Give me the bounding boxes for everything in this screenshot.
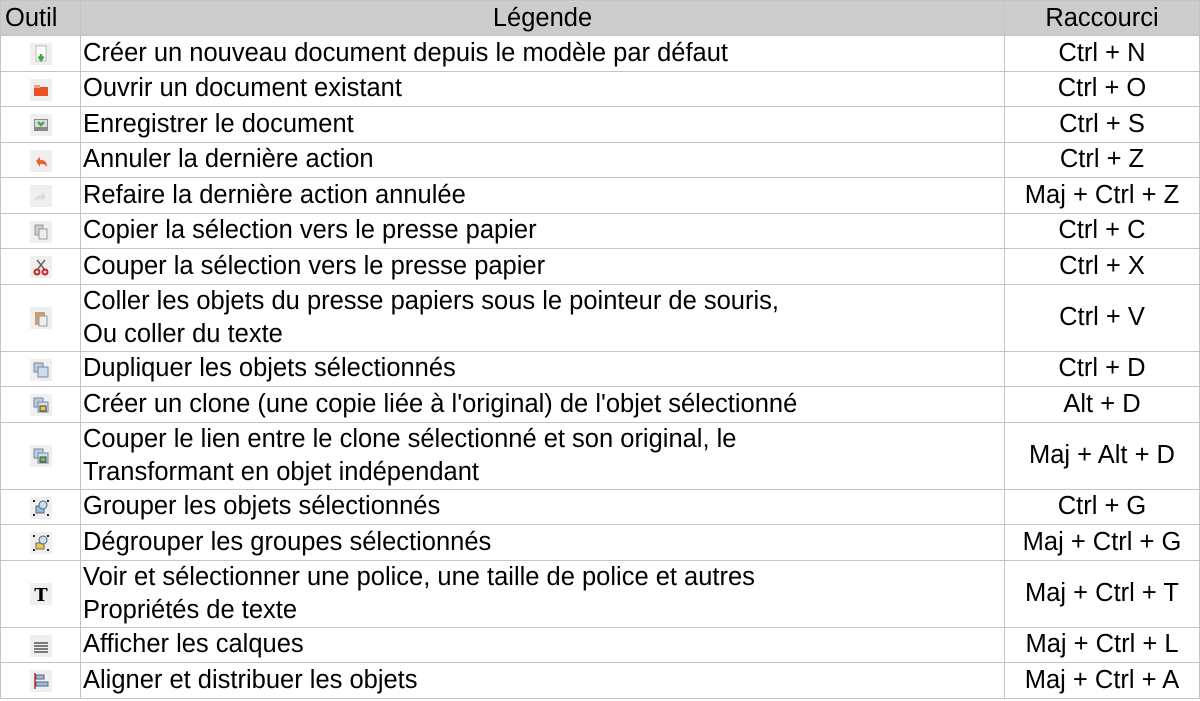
clone-icon [30, 394, 52, 416]
table-row [1, 213, 1200, 249]
tool-cell [1, 525, 81, 561]
shortcut-cell: Alt + D [1005, 387, 1200, 423]
legend-cell [81, 284, 1005, 351]
legend-line: Afficher les calques [83, 630, 304, 659]
legend-line: Dégrouper les groupes sélectionnés [83, 527, 492, 556]
ungroup-icon [30, 532, 52, 554]
legend-line: Refaire la dernière action annulée [83, 180, 466, 209]
table-row [1, 560, 1200, 627]
table-row [1, 284, 1200, 351]
save-icon [30, 114, 52, 136]
cut-icon [30, 256, 52, 278]
legend-cell [81, 213, 1005, 249]
header-legend: Légende [81, 1, 1005, 36]
shortcut-cell: Maj + Ctrl + G [1005, 525, 1200, 561]
legend-cell [81, 560, 1005, 627]
table-row [1, 627, 1200, 663]
tool-cell [1, 107, 81, 143]
legend-line: Propriétés de texte [83, 595, 298, 624]
legend-line: Couper le lien entre le clone sélectionné et son original, le [83, 424, 737, 453]
text-font-icon [30, 583, 52, 605]
duplicate-icon [30, 359, 52, 381]
tool-cell [1, 249, 81, 285]
table-row [1, 249, 1200, 285]
tool-cell [1, 142, 81, 178]
legend-line: Enregistrer le document [83, 109, 354, 138]
tool-cell [1, 351, 81, 387]
shortcut-cell: Ctrl + D [1005, 351, 1200, 387]
legend-cell [81, 627, 1005, 663]
tool-cell [1, 36, 81, 72]
legend-line: Voir et sélectionner une police, une taille de police et autres [83, 562, 755, 591]
legend-line: Créer un clone (une copie liée à l'original) de l'objet sélectionné [83, 389, 798, 418]
legend-cell [81, 142, 1005, 178]
table-row [1, 71, 1200, 107]
header-row [1, 1, 1200, 36]
table-row [1, 525, 1200, 561]
header-shortcut: Raccourci [1005, 1, 1200, 36]
open-folder-icon [30, 79, 52, 101]
tool-cell [1, 71, 81, 107]
table-row [1, 387, 1200, 423]
new-document-icon [30, 43, 52, 65]
table-row [1, 36, 1200, 72]
legend-cell [81, 422, 1005, 489]
shortcut-cell: Ctrl + S [1005, 107, 1200, 143]
tool-cell [1, 489, 81, 525]
legend-cell [81, 107, 1005, 143]
shortcut-cell: Ctrl + Z [1005, 142, 1200, 178]
copy-icon [30, 221, 52, 243]
table-row [1, 489, 1200, 525]
legend-line: Couper la sélection vers le presse papier [83, 251, 546, 280]
table-row [1, 142, 1200, 178]
legend-line: Transformant en objet indépendant [83, 457, 479, 486]
legend-cell [81, 36, 1005, 72]
legend-cell [81, 249, 1005, 285]
shortcut-cell: Ctrl + C [1005, 213, 1200, 249]
shortcut-cell: Maj + Ctrl + L [1005, 627, 1200, 663]
header-tool: Outil [1, 1, 81, 36]
tool-cell [1, 663, 81, 699]
legend-line: Ouvrir un document existant [83, 74, 402, 103]
legend-line: Annuler la dernière action [83, 145, 374, 174]
shortcut-cell: Maj + Ctrl + Z [1005, 178, 1200, 214]
legend-cell [81, 178, 1005, 214]
tool-cell [1, 284, 81, 351]
legend-cell [81, 387, 1005, 423]
legend-cell [81, 525, 1005, 561]
legend-line: Copier la sélection vers le presse papier [83, 216, 537, 245]
table-row [1, 663, 1200, 699]
tool-cell [1, 560, 81, 627]
undo-icon [30, 150, 52, 172]
paste-icon [30, 307, 52, 329]
tool-cell [1, 387, 81, 423]
legend-line: Ou coller du texte [83, 319, 283, 348]
shortcut-cell: Maj + Ctrl + A [1005, 663, 1200, 699]
shortcut-cell: Maj + Alt + D [1005, 422, 1200, 489]
shortcut-cell: Ctrl + V [1005, 284, 1200, 351]
svg-text:T: T [33, 585, 48, 606]
legend-line: Aligner et distribuer les objets [83, 665, 418, 694]
legend-line: Créer un nouveau document depuis le modèle par défaut [83, 38, 729, 67]
table-row [1, 351, 1200, 387]
legend-line: Dupliquer les objets sélectionnés [83, 354, 456, 383]
group-icon [30, 497, 52, 519]
shortcut-cell: Ctrl + N [1005, 36, 1200, 72]
unlink-clone-icon [30, 445, 52, 467]
table-row [1, 107, 1200, 143]
shortcut-cell: Ctrl + O [1005, 71, 1200, 107]
table-row [1, 422, 1200, 489]
legend-line: Grouper les objets sélectionnés [83, 492, 441, 521]
legend-cell [81, 351, 1005, 387]
legend-cell [81, 663, 1005, 699]
tool-cell [1, 213, 81, 249]
shortcut-cell: Ctrl + X [1005, 249, 1200, 285]
legend-cell [81, 71, 1005, 107]
table-row [1, 178, 1200, 214]
tool-cell [1, 422, 81, 489]
shortcut-cell: Maj + Ctrl + T [1005, 560, 1200, 627]
redo-icon [30, 185, 52, 207]
tool-cell [1, 627, 81, 663]
legend-line: Coller les objets du presse papiers sous le pointeur de souris, [83, 286, 779, 315]
shortcut-cell: Ctrl + G [1005, 489, 1200, 525]
legend-cell [81, 489, 1005, 525]
align-distribute-icon [30, 670, 52, 692]
tool-cell [1, 178, 81, 214]
layers-icon [30, 635, 52, 657]
